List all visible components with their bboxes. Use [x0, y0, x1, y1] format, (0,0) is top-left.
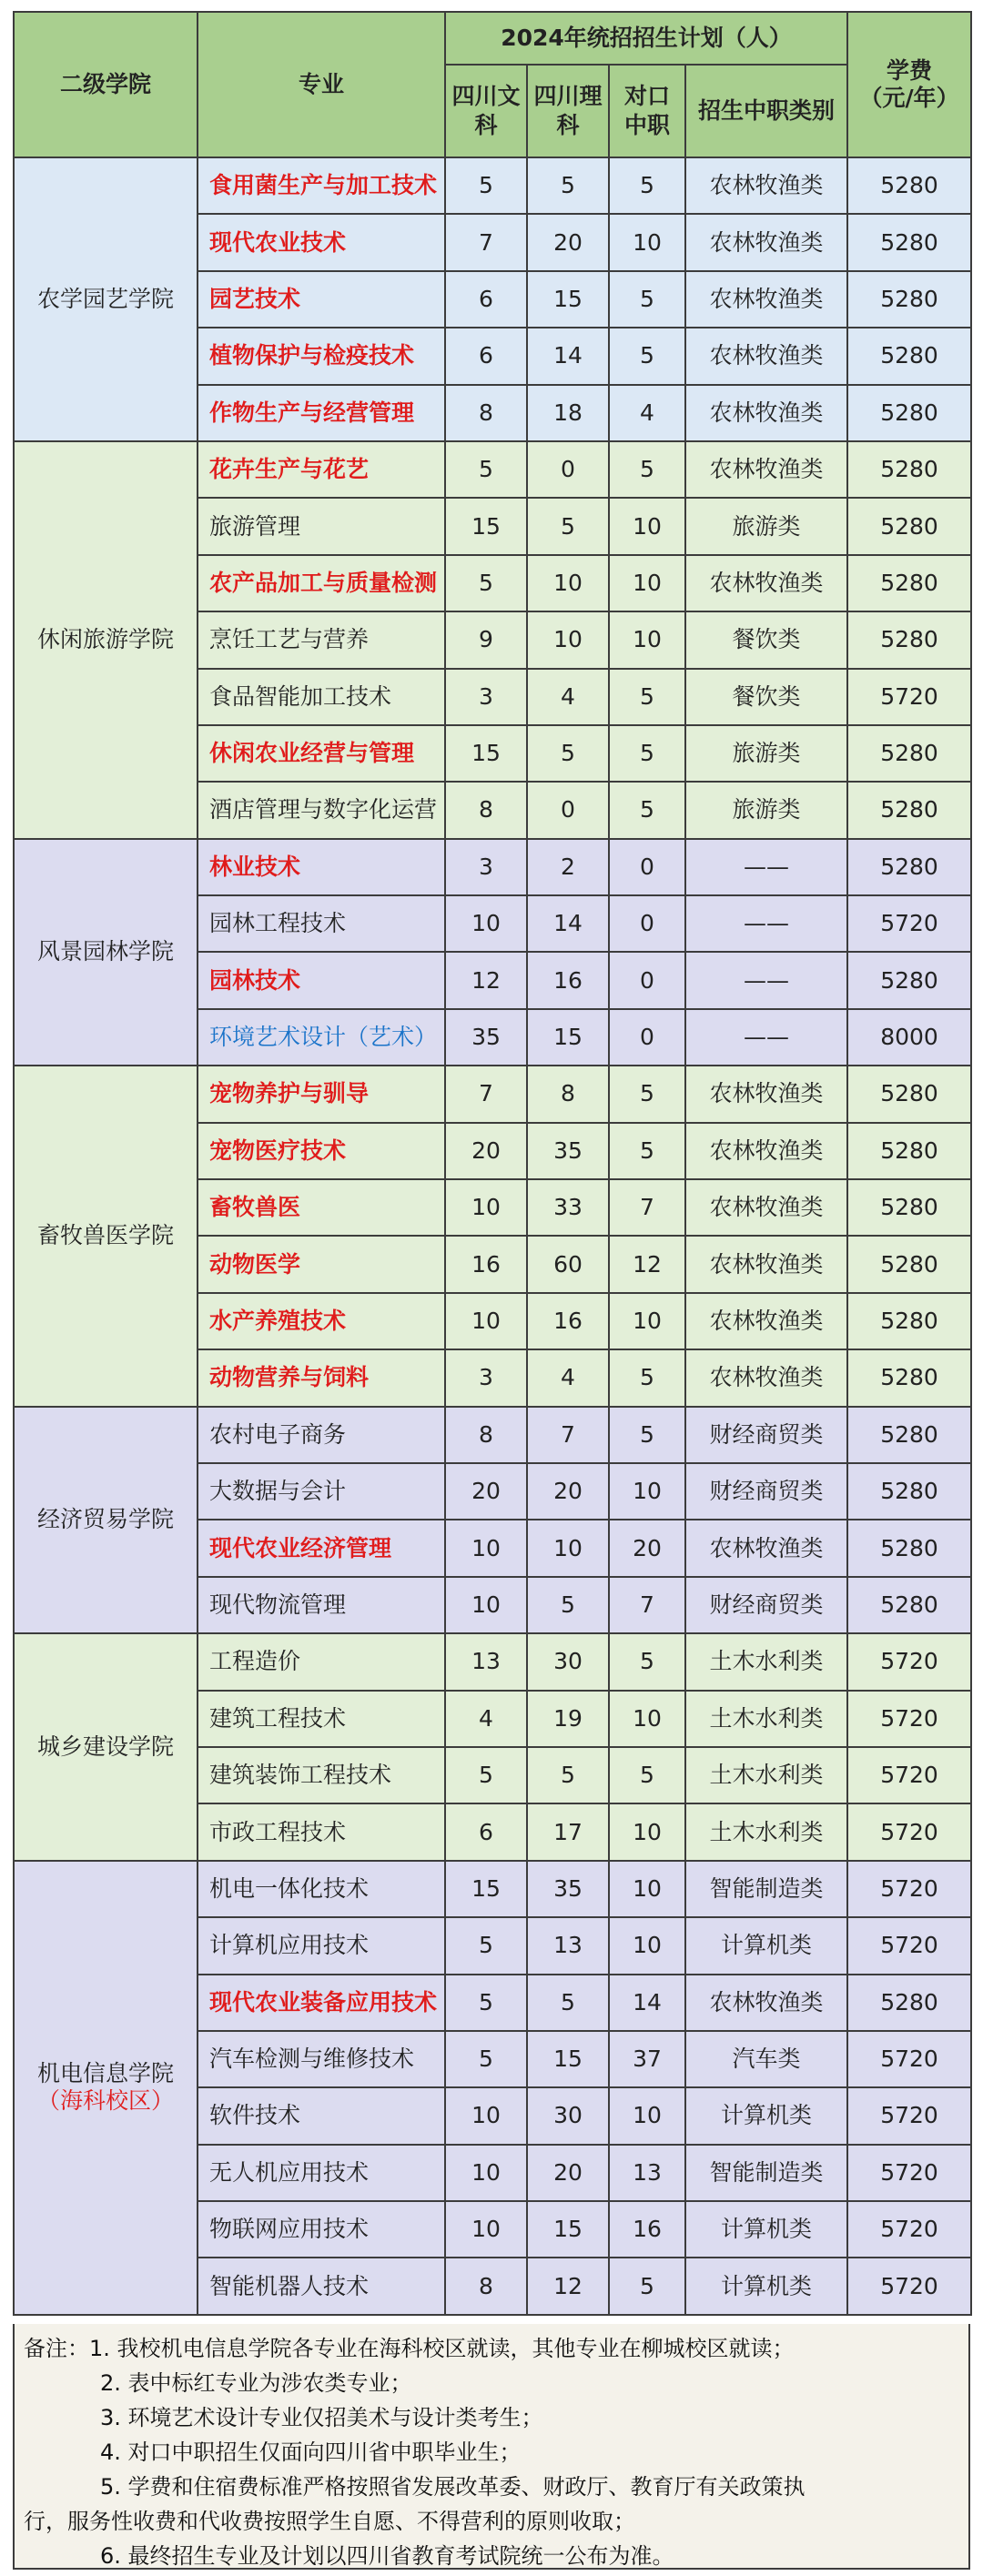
- category-cell: 旅游类: [685, 725, 847, 782]
- category-cell: 农林牧渔类: [685, 1293, 847, 1349]
- sichuan-wenke-cell: 10: [445, 2145, 527, 2201]
- sichuan-like-cell: 15: [527, 2031, 609, 2087]
- major-cell: 市政工程技术: [198, 1803, 445, 1860]
- duikou-cell: 5: [609, 782, 685, 838]
- note-line: 5. 学费和住宿费标准严格按照省发展改革委、财政厅、教育厅有关政策执: [100, 2474, 806, 2500]
- fee-cell: 5720: [847, 1861, 971, 1917]
- major-cell: 农村电子商务: [198, 1407, 445, 1463]
- sichuan-like-cell: 19: [527, 1691, 609, 1747]
- header-fee: [847, 12, 971, 157]
- table-row: [14, 1066, 971, 1122]
- sichuan-wenke-cell: 10: [445, 2201, 527, 2258]
- sichuan-like-cell: 60: [527, 1236, 609, 1292]
- sichuan-wenke-cell: 5: [445, 555, 527, 611]
- sichuan-like-cell: 16: [527, 952, 609, 1008]
- major-cell: 建筑工程技术: [198, 1691, 445, 1747]
- fee-cell: 5720: [847, 2258, 971, 2314]
- sichuan-like-cell: 13: [527, 1917, 609, 1974]
- category-cell: 土木水利类: [685, 1803, 847, 1860]
- sichuan-like-cell: 14: [527, 895, 609, 952]
- sichuan-wenke-cell: 15: [445, 1861, 527, 1917]
- fee-cell: 5280: [847, 1577, 971, 1633]
- major-cell: 动物营养与饲料: [198, 1349, 445, 1406]
- duikou-cell: 10: [609, 1463, 685, 1520]
- header-college: 二级学院: [14, 12, 198, 157]
- major-cell: 建筑装饰工程技术: [198, 1747, 445, 1803]
- college-name: 畜牧兽医学院: [36, 1222, 174, 1249]
- fee-cell: 5280: [847, 328, 971, 384]
- fee-cell: 5720: [847, 895, 971, 952]
- duikou-cell: 10: [609, 498, 685, 554]
- fee-cell: 5280: [847, 441, 971, 498]
- major-cell: 环境艺术设计（艺术）: [198, 1009, 445, 1066]
- college-name: 农学园艺学院: [36, 285, 174, 312]
- sichuan-wenke-cell: 5: [445, 441, 527, 498]
- header-sichuan-wenke: 四川文科: [445, 65, 527, 157]
- sichuan-like-cell: 8: [527, 1066, 609, 1122]
- fee-cell: 5280: [847, 1236, 971, 1292]
- header-fee-line1: 学费: [887, 57, 933, 84]
- sichuan-like-cell: 12: [527, 2258, 609, 2314]
- category-cell: ——: [685, 895, 847, 952]
- duikou-cell: 10: [609, 611, 685, 668]
- fee-cell: 8000: [847, 1009, 971, 1066]
- category-cell: 农林牧渔类: [685, 1975, 847, 2031]
- major-cell: 动物医学: [198, 1236, 445, 1292]
- sichuan-wenke-cell: 10: [445, 1520, 527, 1576]
- table-body: [14, 157, 971, 2315]
- sichuan-like-cell: 20: [527, 2145, 609, 2201]
- major-cell: 植物保护与检疫技术: [198, 328, 445, 384]
- fee-cell: 5720: [847, 2145, 971, 2201]
- sichuan-like-cell: 0: [527, 441, 609, 498]
- major-cell: 园林工程技术: [198, 895, 445, 952]
- category-cell: 农林牧渔类: [685, 1520, 847, 1576]
- sichuan-wenke-cell: 10: [445, 1293, 527, 1349]
- fee-cell: 5720: [847, 2201, 971, 2258]
- category-cell: 旅游类: [685, 498, 847, 554]
- sichuan-like-cell: 15: [527, 1009, 609, 1066]
- category-cell: 餐饮类: [685, 611, 847, 668]
- major-cell: 林业技术: [198, 839, 445, 895]
- fee-cell: 5280: [847, 1463, 971, 1520]
- sichuan-wenke-cell: 10: [445, 1179, 527, 1236]
- duikou-cell: 10: [609, 1803, 685, 1860]
- table-row: [14, 1861, 971, 1917]
- major-cell: 旅游管理: [198, 498, 445, 554]
- category-cell: 财经商贸类: [685, 1463, 847, 1520]
- category-cell: ——: [685, 839, 847, 895]
- category-cell: 土木水利类: [685, 1633, 847, 1690]
- fee-cell: 5720: [847, 1747, 971, 1803]
- fee-cell: 5280: [847, 1349, 971, 1406]
- category-cell: 农林牧渔类: [685, 328, 847, 384]
- fee-cell: 5280: [847, 839, 971, 895]
- college-name: 机电信息学院: [36, 2060, 174, 2087]
- major-cell: 现代农业经济管理: [198, 1520, 445, 1576]
- category-cell: 农林牧渔类: [685, 1349, 847, 1406]
- college-name: 城乡建设学院: [36, 1732, 174, 1760]
- header-sichuan-like: 四川理科: [527, 65, 609, 157]
- category-cell: 农林牧渔类: [685, 1179, 847, 1236]
- header-major: 专业: [198, 12, 445, 157]
- major-cell: 花卉生产与花艺: [198, 441, 445, 498]
- sichuan-wenke-cell: 3: [445, 1349, 527, 1406]
- notes-section: [13, 2324, 970, 2570]
- duikou-cell: 10: [609, 2087, 685, 2144]
- fee-cell: 5280: [847, 214, 971, 270]
- fee-cell: 5720: [847, 2031, 971, 2087]
- major-cell: 畜牧兽医: [198, 1179, 445, 1236]
- sichuan-wenke-cell: 7: [445, 214, 527, 270]
- major-cell: 园艺技术: [198, 271, 445, 328]
- sichuan-wenke-cell: 8: [445, 2258, 527, 2314]
- sichuan-wenke-cell: 3: [445, 669, 527, 725]
- sichuan-wenke-cell: 6: [445, 328, 527, 384]
- duikou-cell: 0: [609, 952, 685, 1008]
- category-cell: 农林牧渔类: [685, 1066, 847, 1122]
- sichuan-wenke-cell: 5: [445, 1917, 527, 1974]
- sichuan-wenke-cell: 6: [445, 1803, 527, 1860]
- category-cell: 智能制造类: [685, 1861, 847, 1917]
- note-line: 3. 环境艺术设计专业仅招美术与设计类考生；: [100, 2405, 543, 2430]
- major-cell: 机电一体化技术: [198, 1861, 445, 1917]
- sichuan-like-cell: 4: [527, 669, 609, 725]
- category-cell: ——: [685, 1009, 847, 1066]
- major-cell: 休闲农业经营与管理: [198, 725, 445, 782]
- sichuan-wenke-cell: 5: [445, 2031, 527, 2087]
- table-row: [14, 441, 971, 498]
- category-cell: 农林牧渔类: [685, 157, 847, 214]
- sichuan-wenke-cell: 6: [445, 271, 527, 328]
- duikou-cell: 10: [609, 555, 685, 611]
- fee-cell: 5720: [847, 1803, 971, 1860]
- header-category: 招生中职类别: [685, 65, 847, 157]
- college-cell: [14, 1407, 198, 1634]
- fee-cell: 5280: [847, 1123, 971, 1179]
- duikou-cell: 10: [609, 1861, 685, 1917]
- sichuan-like-cell: 30: [527, 2087, 609, 2144]
- header-duikou: 对口中职: [609, 65, 685, 157]
- sichuan-like-cell: 35: [527, 1123, 609, 1179]
- duikou-cell: 13: [609, 2145, 685, 2201]
- duikou-cell: 5: [609, 1407, 685, 1463]
- sichuan-wenke-cell: 5: [445, 157, 527, 214]
- fee-cell: 5280: [847, 1407, 971, 1463]
- enrollment-plan-table: [13, 11, 972, 2316]
- note-line: 6. 最终招生专业及计划以四川省教育考试院统一公布为准。: [100, 2543, 674, 2569]
- sichuan-wenke-cell: 10: [445, 895, 527, 952]
- category-cell: 财经商贸类: [685, 1577, 847, 1633]
- major-cell: 现代农业技术: [198, 214, 445, 270]
- duikou-cell: 5: [609, 328, 685, 384]
- fee-cell: 5720: [847, 1633, 971, 1690]
- duikou-cell: 0: [609, 895, 685, 952]
- duikou-cell: 14: [609, 1975, 685, 2031]
- sichuan-wenke-cell: 7: [445, 1066, 527, 1122]
- sichuan-like-cell: 15: [527, 2201, 609, 2258]
- duikou-cell: 37: [609, 2031, 685, 2087]
- note-line: 行，服务性收费和代收费按照学生自愿、不得营利的原则收取；: [24, 2509, 635, 2534]
- sichuan-like-cell: 14: [527, 328, 609, 384]
- duikou-cell: 5: [609, 725, 685, 782]
- sichuan-wenke-cell: 5: [445, 1975, 527, 2031]
- note-line: 4. 对口中职招生仅面向四川省中职毕业生；: [100, 2440, 522, 2465]
- duikou-cell: 5: [609, 441, 685, 498]
- fee-cell: 5280: [847, 498, 971, 554]
- duikou-cell: 5: [609, 2258, 685, 2314]
- category-cell: 农林牧渔类: [685, 214, 847, 270]
- sichuan-like-cell: 4: [527, 1349, 609, 1406]
- category-cell: 计算机类: [685, 2087, 847, 2144]
- category-cell: 计算机类: [685, 2201, 847, 2258]
- table-row: [14, 1633, 971, 1690]
- fee-cell: 5720: [847, 2087, 971, 2144]
- fee-cell: 5280: [847, 1293, 971, 1349]
- duikou-cell: 10: [609, 1917, 685, 1974]
- fee-cell: 5280: [847, 1975, 971, 2031]
- fee-cell: 5280: [847, 157, 971, 214]
- category-cell: ——: [685, 952, 847, 1008]
- duikou-cell: 16: [609, 2201, 685, 2258]
- college-cell: [14, 441, 198, 839]
- major-cell: 农产品加工与质量检测: [198, 555, 445, 611]
- category-cell: 餐饮类: [685, 669, 847, 725]
- major-cell: 物联网应用技术: [198, 2201, 445, 2258]
- sichuan-like-cell: 20: [527, 1463, 609, 1520]
- sichuan-wenke-cell: 8: [445, 385, 527, 441]
- major-cell: 软件技术: [198, 2087, 445, 2144]
- major-cell: 宠物医疗技术: [198, 1123, 445, 1179]
- college-name: 休闲旅游学院: [36, 626, 174, 653]
- sichuan-wenke-cell: 4: [445, 1691, 527, 1747]
- sichuan-wenke-cell: 15: [445, 498, 527, 554]
- major-cell: 现代农业装备应用技术: [198, 1975, 445, 2031]
- fee-cell: 5280: [847, 782, 971, 838]
- major-cell: 烹饪工艺与营养: [198, 611, 445, 668]
- duikou-cell: 5: [609, 1066, 685, 1122]
- sichuan-wenke-cell: 15: [445, 725, 527, 782]
- college-name: 风景园林学院: [36, 938, 174, 965]
- sichuan-wenke-cell: 12: [445, 952, 527, 1008]
- major-cell: 现代物流管理: [198, 1577, 445, 1633]
- category-cell: 农林牧渔类: [685, 441, 847, 498]
- major-cell: 食品智能加工技术: [198, 669, 445, 725]
- sichuan-wenke-cell: 8: [445, 782, 527, 838]
- fee-cell: 5280: [847, 555, 971, 611]
- category-cell: 农林牧渔类: [685, 385, 847, 441]
- duikou-cell: 0: [609, 839, 685, 895]
- note-line: 2. 表中标红专业为涉农类专业；: [100, 2370, 412, 2396]
- fee-cell: 5720: [847, 669, 971, 725]
- header-fee-line2: （元/年）: [859, 85, 959, 111]
- sichuan-like-cell: 10: [527, 1520, 609, 1576]
- sichuan-like-cell: 5: [527, 498, 609, 554]
- college-name: 经济贸易学院: [36, 1506, 174, 1533]
- major-cell: 园林技术: [198, 952, 445, 1008]
- duikou-cell: 5: [609, 1747, 685, 1803]
- duikou-cell: 5: [609, 1123, 685, 1179]
- sichuan-like-cell: 10: [527, 611, 609, 668]
- sichuan-like-cell: 33: [527, 1179, 609, 1236]
- category-cell: 计算机类: [685, 2258, 847, 2314]
- duikou-cell: 5: [609, 157, 685, 214]
- duikou-cell: 7: [609, 1179, 685, 1236]
- sichuan-like-cell: 18: [527, 385, 609, 441]
- sichuan-wenke-cell: 10: [445, 1577, 527, 1633]
- fee-cell: 5280: [847, 271, 971, 328]
- sichuan-like-cell: 17: [527, 1803, 609, 1860]
- fee-cell: 5280: [847, 1066, 971, 1122]
- duikou-cell: 10: [609, 1293, 685, 1349]
- sichuan-like-cell: 10: [527, 555, 609, 611]
- table-row: [14, 839, 971, 895]
- category-cell: 财经商贸类: [685, 1407, 847, 1463]
- major-cell: 大数据与会计: [198, 1463, 445, 1520]
- sichuan-like-cell: 16: [527, 1293, 609, 1349]
- duikou-cell: 5: [609, 1633, 685, 1690]
- sichuan-wenke-cell: 16: [445, 1236, 527, 1292]
- major-cell: 智能机器人技术: [198, 2258, 445, 2314]
- header-plan-title: 2024年统招招生计划（人）: [445, 12, 847, 65]
- category-cell: 计算机类: [685, 1917, 847, 1974]
- category-cell: 土木水利类: [685, 1691, 847, 1747]
- duikou-cell: 4: [609, 385, 685, 441]
- sichuan-wenke-cell: 8: [445, 1407, 527, 1463]
- major-cell: 计算机应用技术: [198, 1917, 445, 1974]
- college-cell: [14, 839, 198, 1066]
- fee-cell: 5280: [847, 1179, 971, 1236]
- category-cell: 土木水利类: [685, 1747, 847, 1803]
- duikou-cell: 10: [609, 1691, 685, 1747]
- college-cell: [14, 1633, 198, 1861]
- college-cell: [14, 157, 198, 441]
- category-cell: 农林牧渔类: [685, 271, 847, 328]
- table-row: [14, 157, 971, 214]
- sichuan-wenke-cell: 35: [445, 1009, 527, 1066]
- fee-cell: 5720: [847, 1917, 971, 1974]
- category-cell: 农林牧渔类: [685, 1236, 847, 1292]
- sichuan-like-cell: 5: [527, 1747, 609, 1803]
- category-cell: 旅游类: [685, 782, 847, 838]
- major-cell: 无人机应用技术: [198, 2145, 445, 2201]
- major-cell: 汽车检测与维修技术: [198, 2031, 445, 2087]
- major-cell: 工程造价: [198, 1633, 445, 1690]
- sichuan-wenke-cell: 9: [445, 611, 527, 668]
- sichuan-like-cell: 5: [527, 1577, 609, 1633]
- duikou-cell: 5: [609, 1349, 685, 1406]
- sichuan-like-cell: 5: [527, 725, 609, 782]
- duikou-cell: 5: [609, 669, 685, 725]
- table-row: [14, 1407, 971, 1463]
- major-cell: 作物生产与经营管理: [198, 385, 445, 441]
- major-cell: 食用菌生产与加工技术: [198, 157, 445, 214]
- fee-cell: 5720: [847, 1691, 971, 1747]
- fee-cell: 5280: [847, 952, 971, 1008]
- category-cell: 汽车类: [685, 2031, 847, 2087]
- category-cell: 农林牧渔类: [685, 555, 847, 611]
- duikou-cell: 12: [609, 1236, 685, 1292]
- college-campus: （海科校区）: [36, 2087, 174, 2115]
- sichuan-like-cell: 20: [527, 214, 609, 270]
- college-cell: [14, 1861, 198, 2315]
- duikou-cell: 7: [609, 1577, 685, 1633]
- sichuan-like-cell: 15: [527, 271, 609, 328]
- note-line: 备注：1. 我校机电信息学院各专业在海科校区就读，其他专业在柳城校区就读；: [24, 2336, 795, 2361]
- duikou-cell: 10: [609, 214, 685, 270]
- major-cell: 宠物养护与驯导: [198, 1066, 445, 1122]
- fee-cell: 5280: [847, 1520, 971, 1576]
- major-cell: 水产养殖技术: [198, 1293, 445, 1349]
- sichuan-like-cell: 30: [527, 1633, 609, 1690]
- sichuan-like-cell: 7: [527, 1407, 609, 1463]
- duikou-cell: 5: [609, 271, 685, 328]
- duikou-cell: 0: [609, 1009, 685, 1066]
- sichuan-wenke-cell: 13: [445, 1633, 527, 1690]
- sichuan-like-cell: 0: [527, 782, 609, 838]
- sichuan-wenke-cell: 10: [445, 2087, 527, 2144]
- sichuan-like-cell: 5: [527, 157, 609, 214]
- major-cell: 酒店管理与数字化运营: [198, 782, 445, 838]
- sichuan-like-cell: 2: [527, 839, 609, 895]
- fee-cell: 5280: [847, 725, 971, 782]
- fee-cell: 5280: [847, 611, 971, 668]
- category-cell: 智能制造类: [685, 2145, 847, 2201]
- duikou-cell: 20: [609, 1520, 685, 1576]
- sichuan-wenke-cell: 20: [445, 1463, 527, 1520]
- sichuan-wenke-cell: 3: [445, 839, 527, 895]
- college-cell: [14, 1066, 198, 1406]
- category-cell: 农林牧渔类: [685, 1123, 847, 1179]
- sichuan-like-cell: 35: [527, 1861, 609, 1917]
- sichuan-like-cell: 5: [527, 1975, 609, 2031]
- sichuan-wenke-cell: 20: [445, 1123, 527, 1179]
- table-header: [14, 12, 971, 157]
- sichuan-wenke-cell: 5: [445, 1747, 527, 1803]
- fee-cell: 5280: [847, 385, 971, 441]
